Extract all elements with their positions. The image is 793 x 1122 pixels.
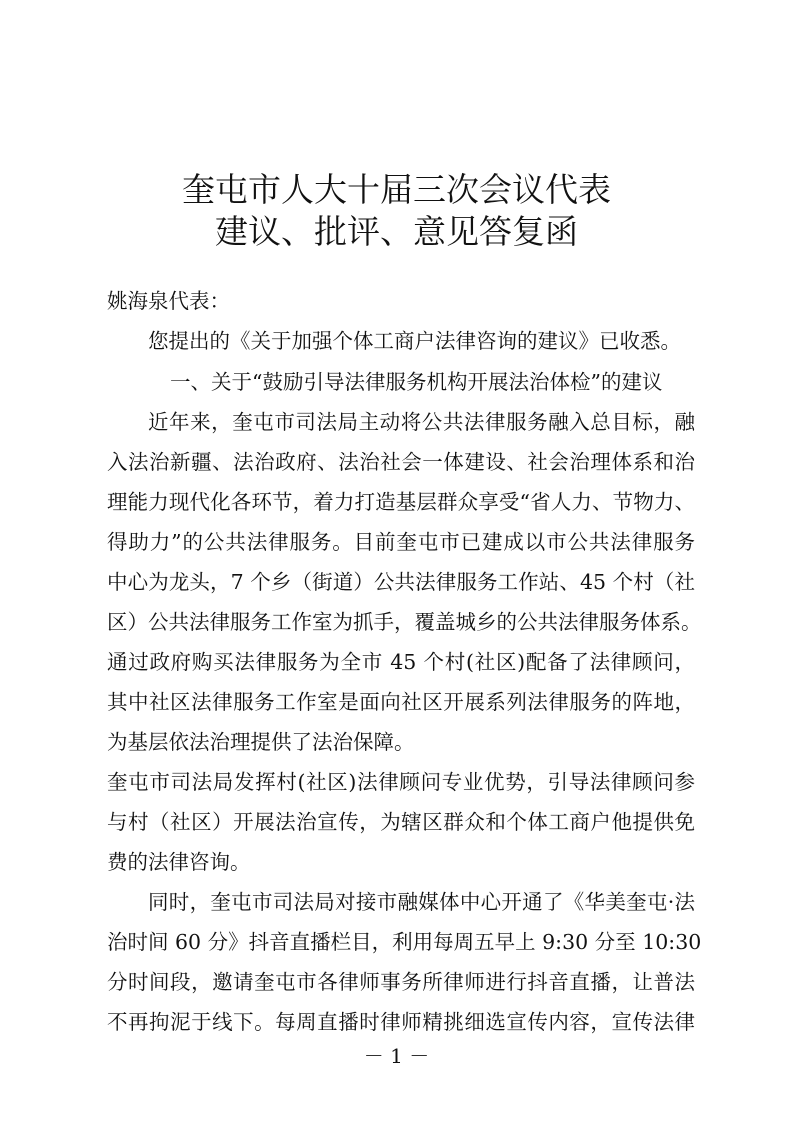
intro-paragraph: 您提出的《关于加强个体工商户法律咨询的建议》已收悉。 [148,329,681,353]
paragraph-1-line-8: 其中社区法律服务工作室是面向社区开展系列法律服务的阵地， [107,690,695,714]
paragraph-3-line-1: 同时，奎屯市司法局对接市融媒体中心开通了《华美奎屯·法 [148,890,695,914]
paragraph-3-line-3: 分时间段，邀请奎屯市各律师事务所律师进行抖音直播，让普法 [107,970,695,994]
paragraph-1-line-3: 理能力现代化各环节，着力打造基层群众享受“省人力、节物力、 [107,490,695,514]
paragraph-1-line-9: 为基层依法治理提供了法治保障。 [107,730,415,754]
salutation: 姚海泉代表： [107,289,230,313]
paragraph-1-line-2: 入法治新疆、法治政府、法治社会一体建设、社会治理体系和治 [107,450,695,474]
paragraph-1-line-1: 近年来，奎屯市司法局主动将公共法律服务融入总目标，融 [148,410,695,434]
paragraph-1-line-7: 通过政府购买法律服务为全市 45 个村(社区)配备了法律顾问， [107,650,695,674]
paragraph-3-line-2: 治时间 60 分》抖音直播栏目，利用每周五早上 9:30 分至 10:30 [107,930,702,954]
section-heading-1: 一、关于“鼓励引导法律服务机构开展法治体检”的建议 [170,370,663,394]
paragraph-3-line-4: 不再拘泥于线下。每周直播时律师精挑细选宣传内容，宣传法律 [107,1010,695,1034]
paragraph-1-line-6: 区）公共法律服务工作室为抓手，覆盖城乡的公共法律服务体系。 [107,610,702,634]
paragraph-2-line-1: 奎屯市司法局发挥村(社区)法律顾问专业优势，引导法律顾问参 [107,770,695,794]
paragraph-1-line-4: 得助力”的公共法律服务。目前奎屯市已建成以市公共法律服务 [107,530,695,554]
paragraph-1-line-5: 中心为龙头，7 个乡（街道）公共法律服务工作站、45 个村（社 [107,570,695,594]
paragraph-2-line-3: 费的法律咨询。 [107,850,251,874]
page-number: － 1 － [363,1044,430,1068]
paragraph-2-line-2: 与村（社区）开展法治宣传，为辖区群众和个体工商户他提供免 [107,810,695,834]
document-title-line-2: 建议、批评、意见答复函 [215,212,578,251]
document-title-line-1: 奎屯市人大十届三次会议代表 [182,170,611,209]
